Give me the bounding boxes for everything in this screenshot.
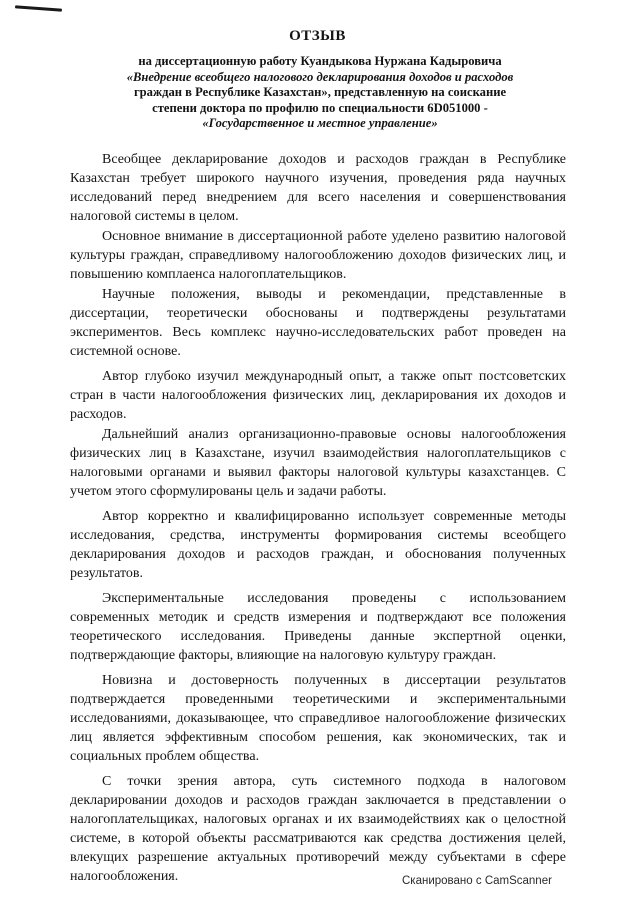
paragraph-6: Автор корректно и квалифицированно использует современные методы исследования, средства, инструменты формирования системы всеобщего декларирования доходов и расходов граждан, и обоснования полученных результатов.	[70, 509, 566, 581]
paragraph-7: Экспериментальные исследования проведены с использованием современных методик и средств измерения и подтверждают все положения теоретического исследования. Приведены данные экспертной оценки, подтверждающие факторы, влияющие на налоговую культуру граждан.	[70, 591, 566, 663]
subtitle-line-3: граждан в Республике Казахстан», представленную на соискание	[133, 85, 507, 99]
paragraph-5: Дальнейший анализ организационно-правовые основы налогообложения физических лиц в Казахстане, изучил взаимодействия налогоплательщиков с налоговыми органами и выявил факторы налоговой культуры казахстанцев. С учетом этого сформулированы цель и задачи работы.	[70, 427, 566, 499]
paragraph-4: Автор глубоко изучил международный опыт, а также опыт постсоветских стран в части налогообложения физических лиц, декларирования их доходов и расходов.	[70, 369, 566, 422]
pen-stroke-mark	[15, 5, 62, 11]
paragraph-2: Основное внимание в диссертационной работе уделено развитию налоговой культуры граждан, справедливому налогообложению доходов физических лиц, и повышению комплаенса налогоплательщиков.	[70, 229, 566, 282]
subtitle-line-2: «Внедрение всеобщего налогового декларирования доходов и расходов	[126, 69, 514, 84]
paragraph-3: Научные положения, выводы и рекомендации, представленные в диссертации, теоретически обоснованы и подтверждены результатами экспериментов. Весь комплекс научно-исследовательских работ проведен на системной основе.	[70, 287, 566, 359]
review-body	[70, 150, 566, 887]
subtitle-line-4: степени доктора по профилю по специальности 6D051000 -	[152, 100, 488, 115]
subtitle-line-1: на диссертационную работу Куандыкова Нуржана Кадыровича	[138, 54, 502, 68]
scanner-watermark: Сканировано с CamScanner	[402, 875, 552, 887]
paragraph-9: С точки зрения автора, суть системного подхода в налоговом декларировании доходов и расходов граждан заключается в представлении о налогоплательщиках, налоговых органах и их взаимодействиях как о целостной системе, в которой объекты рассматриваются как средства достижения целей, влекущих разрешение актуальных противоречий между субъектами в сфере налогообложения.	[70, 774, 566, 884]
document-title: ОТЗЫВ	[289, 28, 346, 44]
paragraph-8: Новизна и достоверность полученных в диссертации результатов подтверждается проведенными теоретическими и экспериментальными исследованиями, доказывающее, что справедливое налогообложение физических лиц является эффективным способом решения, как экономических, так и социальных проблем общества.	[70, 673, 566, 764]
document-subtitle	[80, 54, 560, 132]
paragraph-1: Всеобщее декларирование доходов и расходов граждан в Республике Казахстан требует широкого научного изучения, проведения ряда научных исследований перед внедрением для всего населения и совершенствования налоговой системы в целом.	[70, 152, 566, 224]
subtitle-line-5: «Государственное и местное управление»	[202, 116, 438, 130]
